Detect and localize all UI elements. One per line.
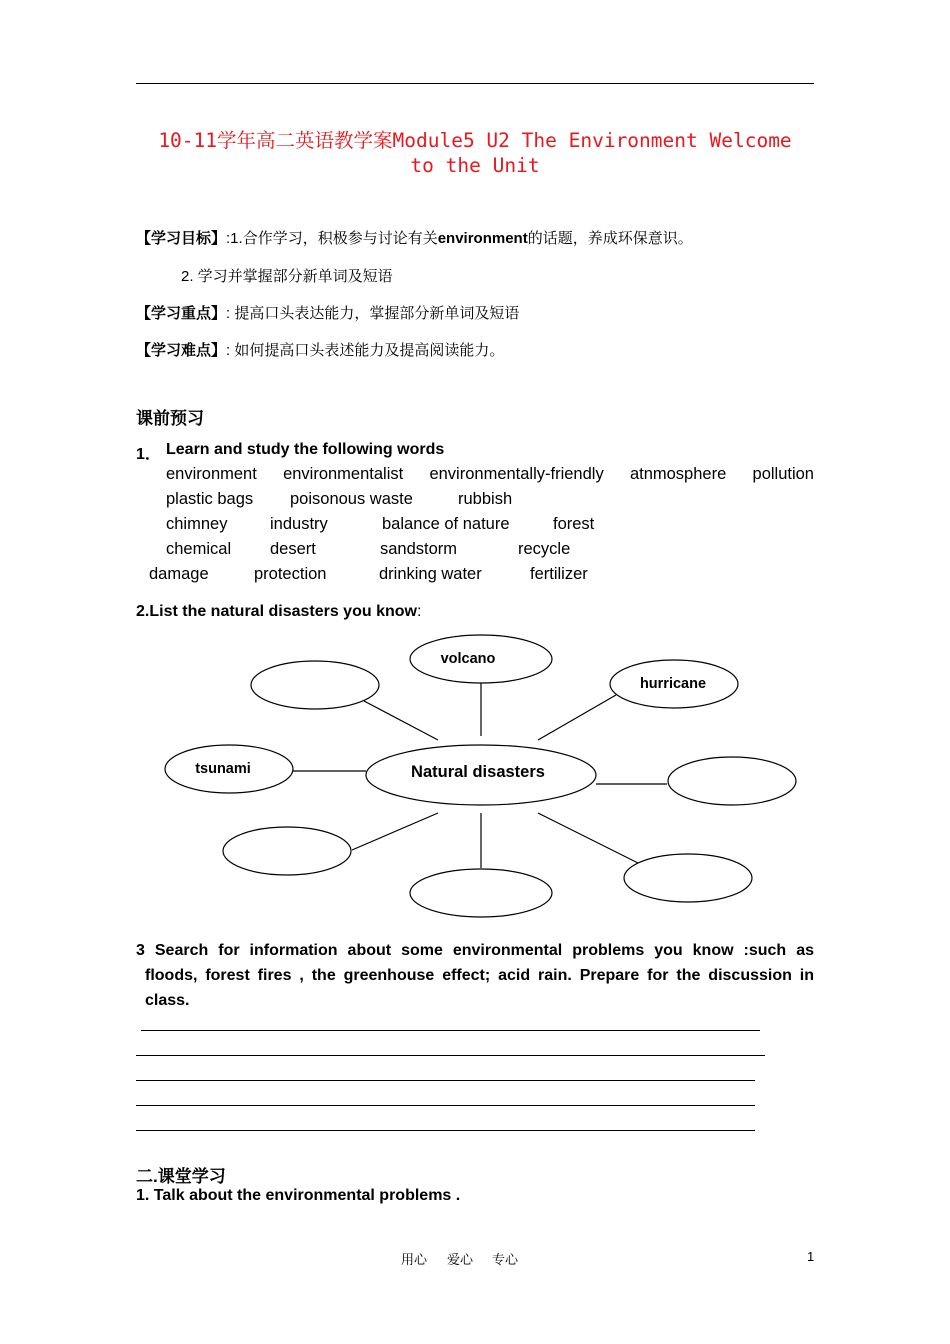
answer-line[interactable]: [136, 1055, 765, 1056]
connector-line: [364, 701, 438, 740]
preview-heading: 课前预习: [136, 409, 204, 428]
disaster-node-blank[interactable]: [410, 869, 552, 917]
word: drinking water: [379, 565, 482, 583]
key-point-text: : 提高口头表达能力，掌握部分新单词及短语: [226, 305, 520, 322]
task1-title: Learn and study the following words: [166, 441, 445, 458]
node-label-hurricane: hurricane: [639, 676, 707, 692]
word: pollution: [752, 465, 814, 483]
disaster-node-blank[interactable]: [624, 854, 752, 902]
footer-motto-1: 用心: [401, 1252, 428, 1267]
word: environmentally-friendly: [429, 465, 604, 483]
task3-line-1: 3 Search for information about some environmental problems you know :such as: [136, 942, 814, 959]
learning-goal-2: 2. 学习并掌握部分新单词及短语: [181, 268, 393, 285]
disaster-node-blank[interactable]: [223, 827, 351, 875]
title-line-2: to the Unit: [410, 154, 540, 177]
classroom-heading: 二.课堂学习: [136, 1167, 226, 1186]
footer-motto-3: 专心: [492, 1252, 519, 1267]
task1-number: 1．: [136, 446, 161, 463]
goal-text-b: environment: [437, 230, 528, 247]
goal-text-a: :1.合作学习，积极参与讨论有关: [226, 230, 438, 247]
center-label: Natural disasters: [411, 763, 545, 781]
connector-line: [352, 813, 438, 850]
word: desert: [270, 540, 316, 558]
answer-line[interactable]: [136, 1080, 755, 1081]
word: damage: [149, 565, 209, 583]
word: recycle: [518, 540, 571, 558]
word: atnmosphere: [629, 465, 727, 483]
word: fertilizer: [530, 565, 588, 583]
node-label-volcano: volcano: [440, 651, 496, 667]
answer-line[interactable]: [141, 1030, 760, 1031]
difficult-point-label: 【学习难点】: [136, 342, 227, 359]
answer-line[interactable]: [136, 1105, 755, 1106]
word: chemical: [166, 540, 232, 558]
goal-text-c: 的话题，养成环保意识。: [527, 230, 693, 247]
difficult-point-text: : 如何提高口头表述能力及提高阅读能力。: [226, 342, 505, 359]
task3-paragraph: [136, 938, 814, 1013]
connector-line: [538, 813, 638, 863]
connector-line: [538, 695, 616, 740]
key-point-label: 【学习重点】: [136, 305, 227, 322]
footer-motto-2: 爱心: [447, 1252, 474, 1267]
disaster-node-blank[interactable]: [668, 757, 796, 805]
classroom-task1: 1. Talk about the environmental problems .: [136, 1187, 461, 1204]
task3-line-2: floods, forest fires , the greenhouse effect; acid rain. Prepare for the discussion in class.: [145, 967, 814, 1009]
word: poisonous waste: [290, 490, 413, 508]
word: sandstorm: [380, 540, 458, 558]
task2-colon: :: [416, 603, 422, 620]
page-number: 1: [807, 1249, 815, 1264]
word: protection: [254, 565, 327, 583]
disaster-node-blank[interactable]: [251, 661, 379, 709]
word: environment: [166, 465, 257, 483]
word: industry: [270, 515, 328, 533]
learning-goal-label: 【学习目标】: [136, 230, 227, 247]
task2-title-text: 2.List the natural disasters you know: [136, 603, 417, 620]
word: environmentalist: [283, 465, 404, 483]
answer-line[interactable]: [136, 1130, 755, 1131]
title-line-1: 10-11学年高二英语教学案Module5 U2 The Environment Welcome: [158, 129, 792, 152]
word: plastic bags: [166, 490, 254, 508]
word: balance of nature: [382, 515, 510, 533]
word: forest: [553, 515, 595, 533]
word: chimney: [166, 515, 228, 533]
node-label-tsunami: tsunami: [195, 761, 251, 777]
word: rubbish: [458, 490, 513, 508]
